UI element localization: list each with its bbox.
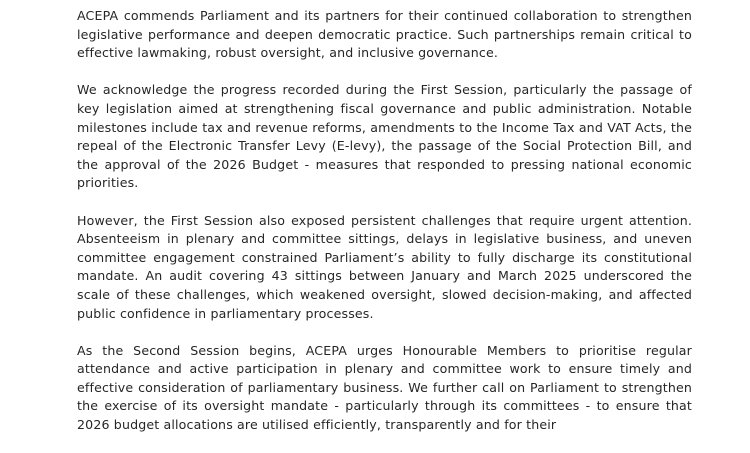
paragraph-partnership: ACEPA commends Parliament and its partners for their continued collaboration to strengthen legislative performance and deepen democratic practice. Such partnerships remain critical to effective lawmaking, robust oversight, and inclusive governance.: [77, 8, 692, 61]
document-body: [77, 7, 692, 453]
paragraph-first-session-progress: We acknowledge the progress recorded during the First Session, particularly the passage of key legislation aimed at strengthening fiscal governance and public administration. Notable milestones include tax and revenue reforms, amendments to the Income Tax and VAT Acts, the repeal of the Electronic Transfer Levy (E-levy), the passage of the Social Protection Bill, and the approval of the 2026 Budget - measures that responded to pressing national economic priorities.: [77, 82, 692, 191]
paragraph-first-session-challenges: However, the First Session also exposed persistent challenges that require urgent attention. Absenteeism in plenary and committee sittings, delays in legislative business, and uneven committee engagement constrained Parliament’s ability to fully discharge its constitutional mandate. An audit covering 43 sittings between January and March 2025 underscored the scale of these challenges, which weakened oversight, slowed decision-making, and affected public confidence in parliamentary processes.: [77, 212, 692, 321]
paragraph-second-session-call: As the Second Session begins, ACEPA urges Honourable Members to prioritise regular attendance and active participation in plenary and committee work to ensure timely and effective consideration of parliamentary business. We further call on Parliament to strengthen the exercise of its oversight mandate - particularly through its committees - to ensure that 2026 budget allocations are utilised efficiently, transparently and for their: [77, 342, 692, 433]
